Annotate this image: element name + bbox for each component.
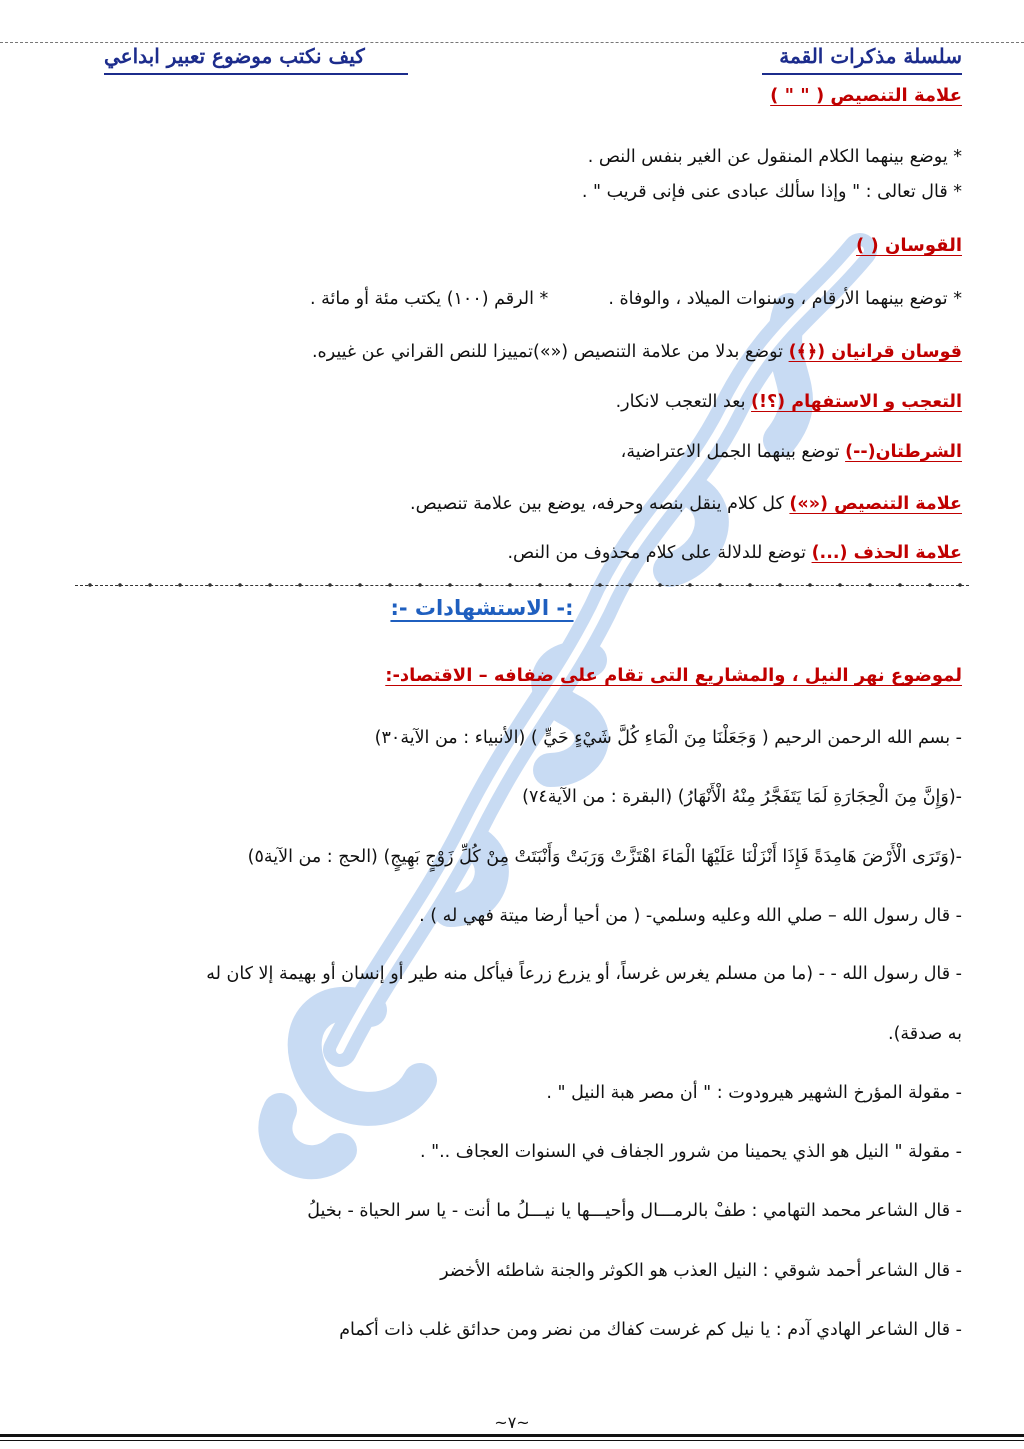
citation-line: - قال الشاعر أحمد شوقي : النيل العذب هو الكوثر والجنة شاطئه الأخضر [440,1261,962,1281]
brackets-title: القوسان ( ) [856,235,962,256]
brackets-usage-text: * توضع بينهما الأرقام ، وسنوات الميلاد ، والوفاة . [608,289,962,309]
citation-line: - بسم الله الرحمن الرحيم ( وَجَعَلْنَا مِنَ الْمَاءِ كُلَّ شَيْءٍ حَيٍّ ) (الأنبياء : من الآية٣٠) [374,728,962,748]
guillemets-text: كل كلام ينقل بنصه وحرفه، يوضع بين علامة تنصيص. [410,494,790,514]
citations-topic: لموضوع نهر النيل ، والمشاريع التى تقام على ضفافه – الاقتصاد-: [385,665,962,686]
header-document-title: كيف نكتب موضوع تعبير ابداعي [104,44,365,68]
citation-line: - قال رسول الله – صلي الله وعليه وسلمي- ( من أحيا أرضا ميتة فهي له ) . [419,906,962,926]
ellipsis-line [507,541,962,565]
quran-brackets-text: توضع بدلا من علامة التنصيص («»)تمييزا للنص القراني عن غييره. [311,342,789,362]
quotes-title: علامة التنصيص ( " " ) [770,85,962,106]
page-number: ~٧~ [494,1413,530,1432]
ellipsis-label: علامة الحذف (...) [811,543,962,563]
citation-line: - مقولة المؤرخ الشهير هيرودوت : " أن مصر هبة النيل " . [546,1083,962,1103]
ellipsis-text: توضع للدلالة على كلام محذوف من النص. [507,543,812,563]
guillemets-label: علامة التنصيص («») [789,494,962,514]
citation-line: - قال الشاعر الهادي آدم : يا نيل كم غرست كفاك من نضر ومن حدائق غلب ذات أكمام [339,1320,962,1340]
header-series-title: سلسلة مذكرات القمة [779,44,962,68]
dashes-label: الشرطتان(--) [845,442,962,462]
citation-line: به صدقة). [888,1024,962,1044]
citation-line: - مقولة " النيل هو الذي يحمينا من شرور الجفاف في السنوات العجاف .." . [419,1142,962,1162]
guillemets-line [410,492,962,516]
brackets-number-text: * الرقم (١٠٠) يكتب مئة أو مائة . [310,289,549,309]
citation-line: -(وَتَرَى الْأَرْضَ هَامِدَةً فَإِذَا أَنْزَلْنَا عَلَيْهَا الْمَاءَ اهْتَزَّتْ وَرَبَتْ وَأَنْبَتَتْ مِنْ كُلِّ زَوْجٍ بَهِيجٍ) (الحج : من الآية٥) [247,847,962,867]
header-underline-left [104,73,408,75]
exclaim-text: بعد التعجب لانكار. [615,392,752,412]
quotes-line-2: * قال تعالى : " وإذا سألك عبادى عنى فإنى قريب " . [581,182,962,202]
top-dashed-rule [0,42,1024,43]
exclaim-line [616,390,962,414]
quran-brackets-line [312,340,962,364]
footer-thick-rule [0,1434,1024,1437]
citation-line: - قال الشاعر محمد التهامي : طفْ بالرمـــال وأحيـــها يا نيـــلُ ما أنت - يا سر الحياة - بخيلُ [307,1201,962,1221]
dashes-line [621,440,962,464]
citation-line: -(وَإِنَّ مِنَ الْحِجَارَةِ لَمَا يَتَفَجَّرُ مِنْهُ الْأَنْهَارُ) (البقرة : من الآية٧٤) [522,787,962,807]
quran-brackets-label: قوسان قرانيان (﴿﴾) [788,342,962,362]
citations-title: :- الاستشهادات -: [390,596,574,620]
quotes-line-1: * يوضع بينهما الكلام المنقول عن الغير بنفس النص . [587,147,962,167]
section-separator-dots [75,581,969,589]
brackets-line [310,287,962,311]
footer-thin-rule [0,1440,1024,1441]
dashes-text: توضع بينهما الجمل الاعتراضية، [620,442,846,462]
exclaim-label: التعجب و الاستفهام (؟!) [751,392,962,412]
header-underline-right [762,73,962,75]
citation-line: - قال رسول الله - - (ما من مسلم يغرس غرساً، أو يزرع زرعاً فيأكل منه طير أو إنسان أو بهيمة إلا كان له [206,964,962,984]
